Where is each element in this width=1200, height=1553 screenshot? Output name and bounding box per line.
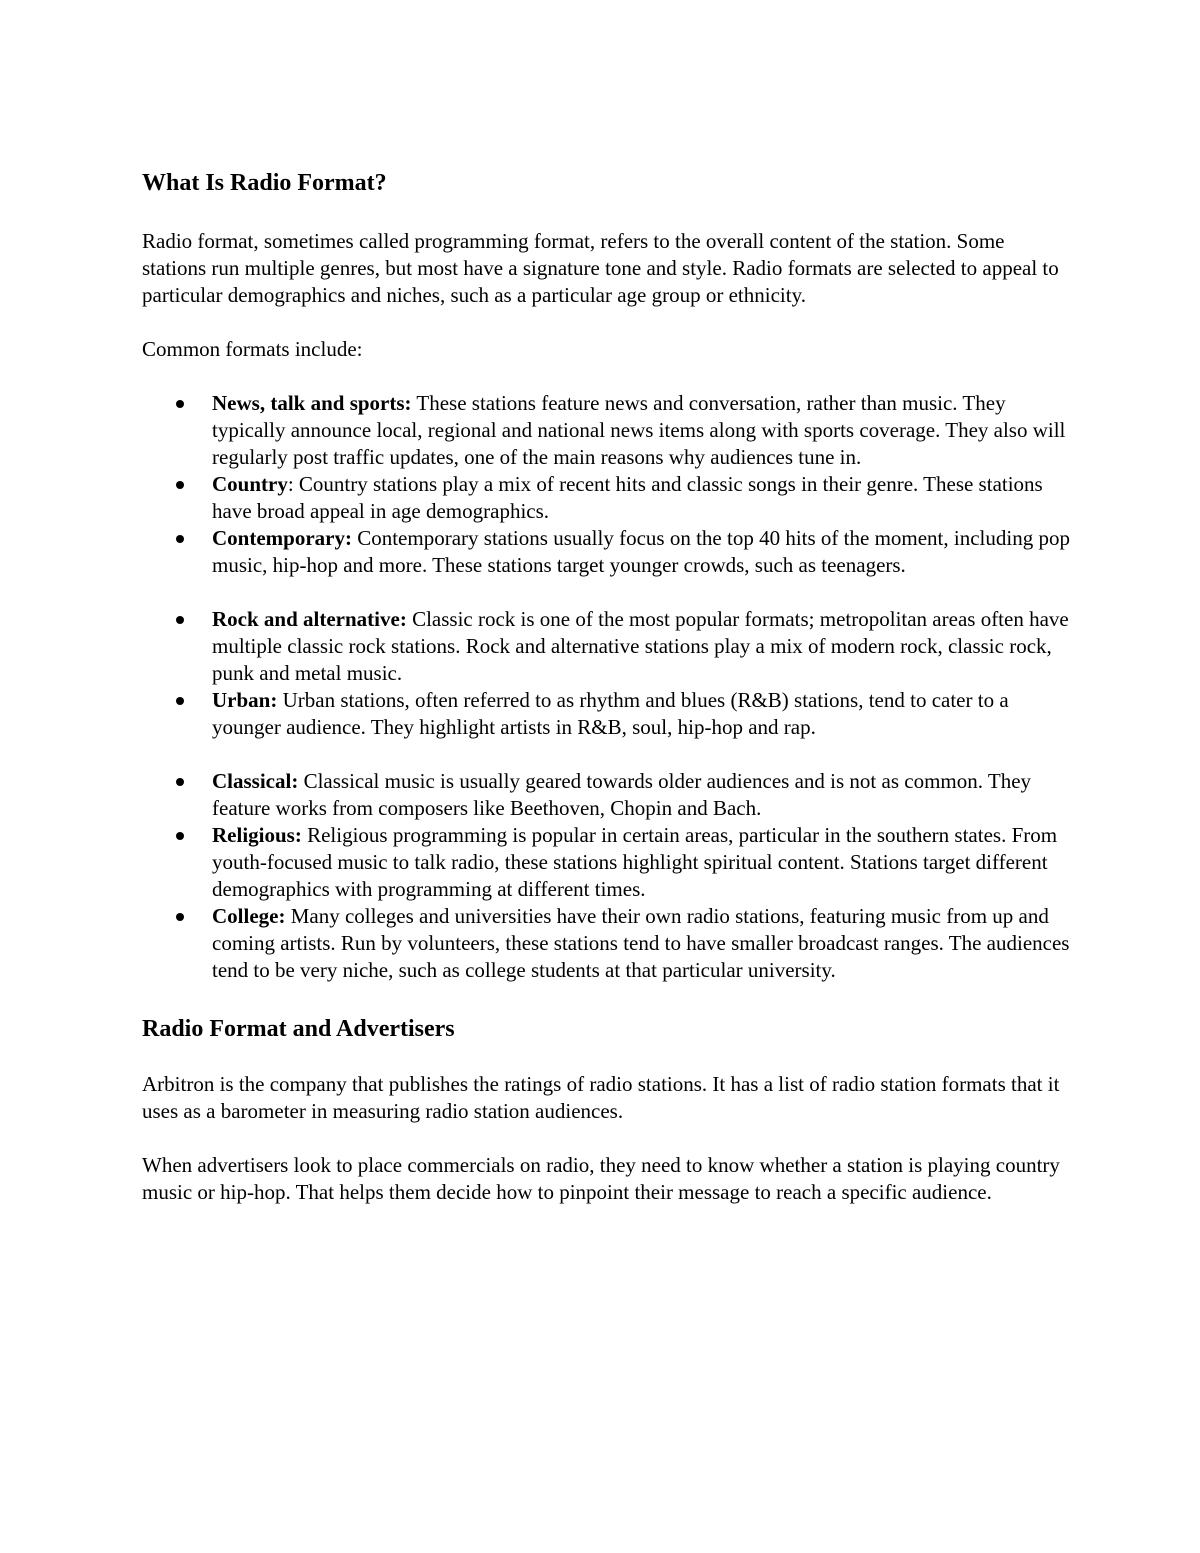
bullet-icon bbox=[176, 832, 184, 840]
formats-list bbox=[142, 606, 1072, 741]
formats-list bbox=[142, 768, 1072, 984]
format-desc: These stations feature news and conversation, rather than music. They typically announce local, regional and national news items along with sports coverage. They also will regularly post traffic updates, one of the main reasons why audiences tune in. bbox=[212, 391, 1066, 469]
formats-list bbox=[142, 390, 1072, 579]
format-term: Classical: bbox=[212, 769, 299, 793]
list-item-news-talk-sports bbox=[142, 390, 1072, 471]
list-item-classical bbox=[142, 768, 1072, 822]
bullet-icon bbox=[176, 535, 184, 543]
list-item-college bbox=[142, 903, 1072, 984]
list-item-urban bbox=[142, 687, 1072, 741]
format-desc: Contemporary stations usually focus on the top 40 hits of the moment, including pop music, hip-hop and more. These stations target younger crowds, such as teenagers. bbox=[212, 526, 1070, 577]
bullet-icon bbox=[176, 697, 184, 705]
format-term: Urban: bbox=[212, 688, 278, 712]
bullet-icon bbox=[176, 778, 184, 786]
format-desc: Many colleges and universities have their own radio stations, featuring music from up and coming artists. Run by volunteers, these stations tend to have smaller broadcast ranges. The audiences tend to be very niche, such as college students at that particular university. bbox=[212, 904, 1070, 982]
list-item-rock-alternative bbox=[142, 606, 1072, 687]
bullet-icon bbox=[176, 400, 184, 408]
bullet-icon bbox=[176, 913, 184, 921]
advertisers-paragraph: When advertisers look to place commercials on radio, they need to know whether a station is playing country music or hip-hop. That helps them decide how to pinpoint their message to reach a specific audience. bbox=[142, 1153, 1060, 1204]
document-page bbox=[142, 168, 1072, 1233]
format-term: Religious: bbox=[212, 823, 302, 847]
format-term: News, talk and sports: bbox=[212, 391, 412, 415]
intro-paragraph: Radio format, sometimes called programming format, refers to the overall content of the station. Some stations run multiple genres, but most have a signature tone and style. Radio formats are selected to appeal to particular demographics and niches, such as a particular age group or ethnicity. bbox=[142, 229, 1059, 307]
format-desc: Urban stations, often referred to as rhythm and blues (R&B) stations, tend to cater to a younger audience. They highlight artists in R&B, soul, hip-hop and rap. bbox=[212, 688, 1009, 739]
format-desc: Classic rock is one of the most popular formats; metropolitan areas often have multiple classic rock stations. Rock and alternative stations play a mix of modern rock, classic rock, punk and metal music. bbox=[212, 607, 1069, 685]
format-desc: : Country stations play a mix of recent hits and classic songs in their genre. These stations have broad appeal in age demographics. bbox=[212, 472, 1043, 523]
format-term: Contemporary: bbox=[212, 526, 352, 550]
format-term: Country bbox=[212, 472, 288, 496]
format-term: College: bbox=[212, 904, 286, 928]
format-desc: Classical music is usually geared towards older audiences and is not as common. They feature works from composers like Beethoven, Chopin and Bach. bbox=[212, 769, 1032, 820]
bullet-icon bbox=[176, 481, 184, 489]
arbitron-paragraph: Arbitron is the company that publishes the ratings of radio stations. It has a list of radio station formats that it uses as a barometer in measuring radio station audiences. bbox=[142, 1072, 1060, 1123]
list-gap bbox=[142, 579, 1072, 606]
list-item-contemporary bbox=[142, 525, 1072, 579]
list-item-religious bbox=[142, 822, 1072, 903]
bullet-icon bbox=[176, 616, 184, 624]
format-term: Rock and alternative: bbox=[212, 607, 407, 631]
format-desc: Religious programming is popular in certain areas, particular in the southern states. From youth-focused music to talk radio, these stations highlight spiritual content. Stations target different demographics with programming at different times. bbox=[212, 823, 1058, 901]
section-heading-radio-format-advertisers: Radio Format and Advertisers bbox=[142, 1016, 455, 1042]
list-item-country bbox=[142, 471, 1072, 525]
section-heading-what-is-radio-format: What Is Radio Format? bbox=[142, 170, 387, 196]
list-intro: Common formats include: bbox=[142, 337, 363, 361]
list-gap bbox=[142, 741, 1072, 768]
